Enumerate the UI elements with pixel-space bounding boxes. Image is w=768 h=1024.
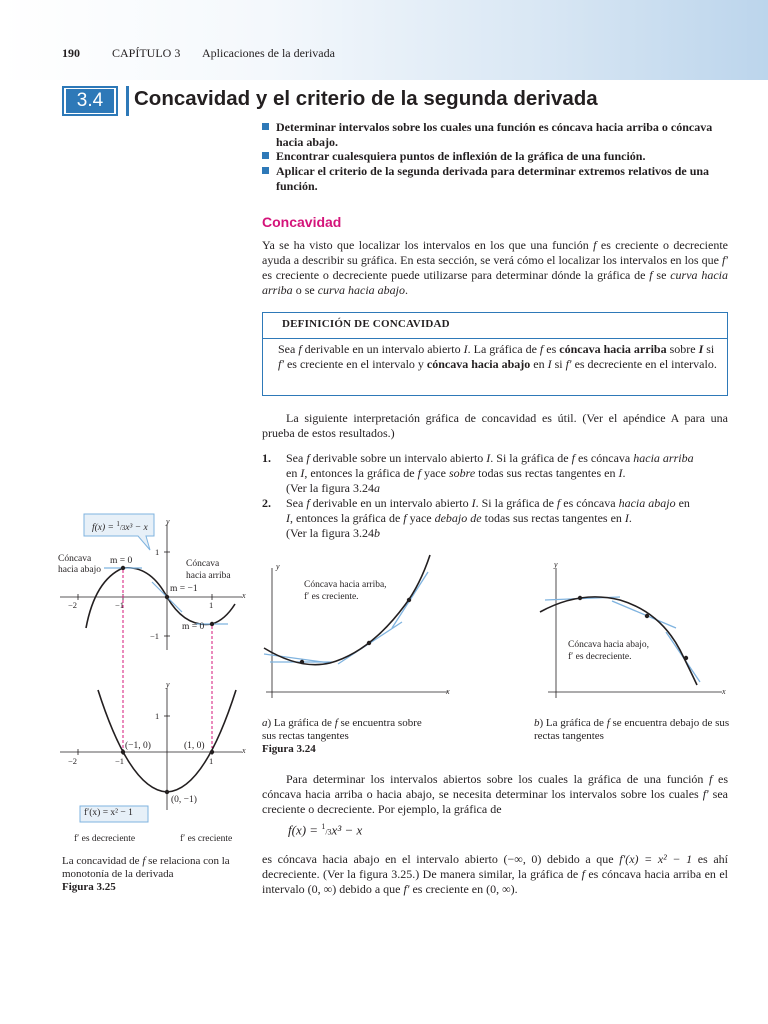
tangent-point xyxy=(645,614,649,618)
zero-point xyxy=(210,750,214,754)
chapter-title: Aplicaciones de la derivada xyxy=(202,46,335,60)
concave-up-label: Cóncava xyxy=(186,559,220,569)
critical-point xyxy=(210,622,214,626)
tangent-point xyxy=(684,656,688,660)
x-axis-label: x xyxy=(242,746,246,755)
inflection-point xyxy=(165,595,169,599)
tick-label: 1 xyxy=(155,547,160,557)
concave-up-curve xyxy=(264,555,430,665)
figure-3-25-f xyxy=(60,514,242,650)
figure-label: f′ es decreciente. xyxy=(568,652,632,662)
x-axis-label: x xyxy=(446,687,450,696)
section-title: Concavidad y el criterio de la segunda derivada xyxy=(134,87,598,110)
tick-label: −2 xyxy=(68,756,78,766)
figure-number: Figura 3.24 xyxy=(262,743,316,755)
figure-3-25-fprime xyxy=(60,688,242,822)
objective-item: Aplicar el criterio de la segunda derivada para determinar extremos relativos de una función. xyxy=(264,164,730,194)
tick-label: −1 xyxy=(115,600,125,610)
tick-label: 1 xyxy=(209,756,214,766)
figure-number: Figura 3.25 xyxy=(62,881,116,893)
point-label: (−1, 0) xyxy=(125,741,151,751)
formula-label: f(x) = $^1$/3x³ − x xyxy=(92,520,148,534)
tick-label: −2 xyxy=(68,600,78,610)
y-axis-label: y xyxy=(554,560,558,569)
tangent-point xyxy=(367,641,371,645)
chapter-label: CAPÍTULO 3 xyxy=(112,46,181,60)
closing-paragraph: Para determinar los intervalos abiertos sobre los cuales la gráfica de una función f es cóncava hacia arriba o hacia abajo, se necesita determinar los intervalos sobre los cuales f′ sea creciente o decreciente. Por ejemplo, la gráfica de xyxy=(262,772,729,816)
fprime-formula: f′(x) = x² − 1 xyxy=(84,808,133,818)
point-label: (0, −1) xyxy=(171,795,197,805)
list-item: 2. Sea f derivable en un intervalo abierto I. Si la gráfica de f es cóncava hacia abajo en I, entonces la gráfica de f yace debajo de todas sus rectas tangentes en I. (Ver la figura 3.24b xyxy=(262,496,690,540)
figure-label: Cóncava hacia arriba, xyxy=(304,580,387,590)
definition-body: Sea f derivable en un intervalo abierto I. La gráfica de f es cóncava hacia arriba sobre I si f′ es creciente en el intervalo y cóncava hacia abajo en I si f′ es decreciente en el intervalo. xyxy=(278,342,717,371)
concave-down-label: Cóncava xyxy=(58,554,92,564)
interpretation-paragraph: La siguiente interpretación gráfica de concavidad es útil. (Ver el apéndice A para una prueba de estos resultados.) xyxy=(262,411,728,440)
x-axis-label: x xyxy=(242,591,246,600)
figure-label: f′ es creciente. xyxy=(304,592,359,602)
objective-item: Encontrar cualesquiera puntos de inflexión de la gráfica de una función. xyxy=(264,149,730,164)
tangent-point xyxy=(300,660,304,664)
tangent-point xyxy=(578,596,582,600)
increasing-label: f′ es creciente xyxy=(180,834,233,844)
y-axis-label: y xyxy=(166,680,170,689)
list-item: 1. Sea f derivable sobre un intervalo abierto I. Si la gráfica de f es cóncava hacia arriba en I, entonces la gráfica de f yace sobre todas sus rectas tangentes en I. (Ver la figura 3.24a xyxy=(262,451,694,495)
tick-label: −1 xyxy=(150,631,160,641)
display-formula: f(x) = $^1$/3x³ − x xyxy=(288,822,363,838)
vertex-point xyxy=(165,790,169,794)
y-axis-label: y xyxy=(276,562,280,571)
tick-label: 1 xyxy=(155,711,160,721)
tick-label: 1 xyxy=(209,600,214,610)
slope-label: m = 0 xyxy=(182,622,205,632)
tangent-point xyxy=(407,598,411,602)
intro-paragraph: Ya se ha visto que localizar los intervalos en los que una función f es creciente o decreciente ayuda a describir su gráfica. En esta sección, se verá cómo el localizar los intervalos en los que f′ es creciente o decreciente puede utilizarse para determinar dónde la gráfica de f se curva hacia arriba o se curva hacia abajo. xyxy=(262,238,729,297)
y-axis-label: y xyxy=(166,517,170,526)
figure-caption-b: b) La gráfica de f se encuentra debajo de sus rectas tangentes xyxy=(534,717,730,742)
slope-label: m = 0 xyxy=(110,556,133,566)
concave-up-label: hacia arriba xyxy=(186,571,231,581)
decreasing-label: f′ es decreciente xyxy=(74,834,136,844)
figure-3-24b xyxy=(540,568,722,698)
slope-label: m = −1 xyxy=(170,584,198,594)
tangent-line xyxy=(612,601,676,628)
point-label: (1, 0) xyxy=(184,741,205,751)
closing-paragraph-2: es cóncava hacia abajo en el intervalo abierto (−∞, 0) debido a que f′(x) = x² − 1 es ahí decreciente. (Ver la figura 3.25.) De manera similar, la gráfica de f es cóncava hacia arriba en el intervalo (0, ∞) debido a que f′ es creciente en (0, ∞). xyxy=(262,852,729,896)
tick-label: −1 xyxy=(115,756,125,766)
section-number: 3.4 xyxy=(66,89,114,113)
page-number: 190 xyxy=(62,46,80,60)
figure-label: Cóncava hacia abajo, xyxy=(568,640,649,650)
objective-item: Determinar intervalos sobre los cuales una función es cóncava hacia arriba o cóncava hacia abajo. xyxy=(264,120,730,150)
figure-caption: La concavidad de f se relaciona con la monotonía de la derivada xyxy=(62,855,230,880)
definition-title: DEFINICIÓN DE CONCAVIDAD xyxy=(282,318,450,330)
figure-3-24a xyxy=(264,555,448,698)
figure-caption-a: a) La gráfica de f se encuentra sobre sus rectas tangentes xyxy=(262,717,422,742)
x-axis-label: x xyxy=(722,687,726,696)
concave-down-label: hacia abajo xyxy=(58,565,101,575)
subheading: Concavidad xyxy=(262,214,342,230)
